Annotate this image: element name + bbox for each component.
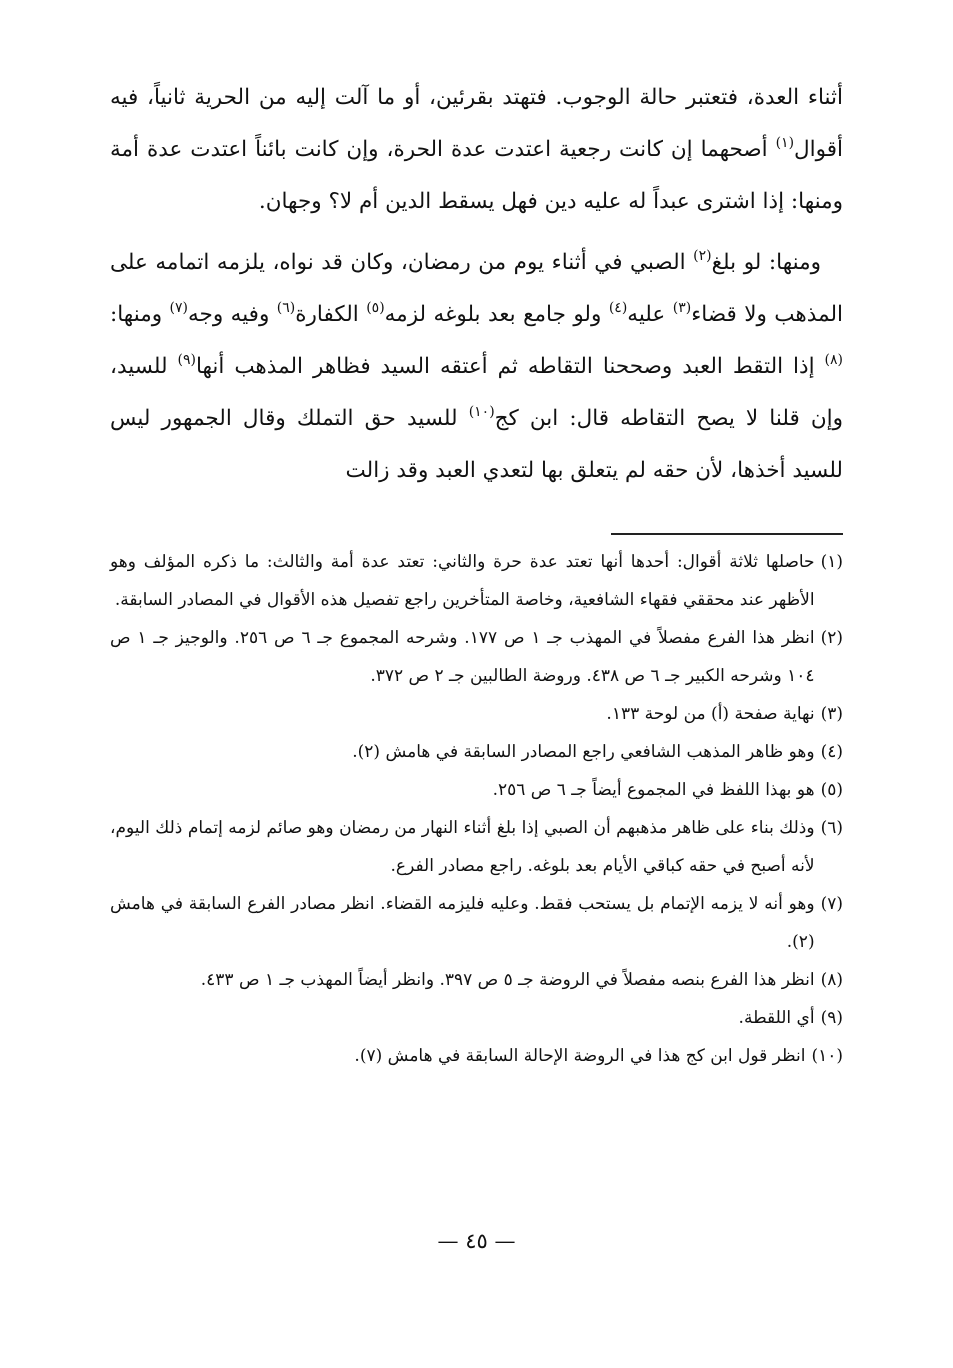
footnote-number: (٢) xyxy=(820,628,843,648)
footnote-text: وذلك بناء على ظاهر مذهبهم أن الصبي إذا بلغ أثناء النهار من رمضان وهو صائم لزمه إتمام ذلك اليوم، لأنه أصبح في حقه كباقي الأيام بعد بلوغه. راجع مصادر الفرع. xyxy=(110,818,815,876)
footnote-number: (٥) xyxy=(820,780,843,800)
footnote-ref: (٧) xyxy=(169,300,189,316)
footnote-ref: (١٠) xyxy=(468,404,495,420)
footnote xyxy=(110,809,843,885)
footnote xyxy=(110,1037,843,1075)
text-run: للسيد حق التملك وقال الجمهور ليس للسيد أخذها، لأن حقه لم يتعلق بها لتعدي العبد وقد زالت xyxy=(110,406,843,483)
footnote-number: (٩) xyxy=(820,1008,843,1028)
footnote xyxy=(110,999,843,1037)
footnote xyxy=(110,733,843,771)
footnote-ref: (٨) xyxy=(824,352,843,368)
footnote-ref: (٣) xyxy=(672,300,692,316)
footnote-number: (٨) xyxy=(820,970,843,990)
footnote-separator xyxy=(611,533,843,535)
footnote xyxy=(110,619,843,695)
paragraph xyxy=(110,72,843,228)
footnote-text: حاصلها ثلاثة أقوال: أحدها أنها تعتد عدة حرة والثاني: تعتد عدة أمة والثالث: ما ذكره المؤلف وهو الأظهر عند محققي فقهاء الشافعية، وخاصة المتأخرين راجع تفصيل هذه الأقوال في المصادر السابقة. xyxy=(110,552,815,610)
main-text xyxy=(110,72,843,497)
footnote-number: (١) xyxy=(820,552,843,572)
footnote-number: (٧) xyxy=(820,894,843,914)
paragraph xyxy=(110,237,843,497)
footnote-text: انظر هذا الفرع بنصه مفصلاً في الروضة جـ ٥ ص ٣٩٧. وانظر أيضاً المهذب جـ ١ ص ٤٣٣. xyxy=(200,970,815,990)
footnote-number: (٣) xyxy=(820,704,843,724)
footnote-text: وهو أنه لا يزمه الإتمام بل يستحب فقط. وعليه فليزمه القضاء. انظر مصادر الفرع السابقة في هامش (٢). xyxy=(110,894,815,952)
footnotes xyxy=(110,543,843,1075)
footnote-text: هو بهذا اللفظ في المجموع أيضاً جـ ٦ ص ٢٥٦. xyxy=(492,780,815,800)
text-run: ومنها: لو بلغ xyxy=(711,250,821,275)
text-run: الكفارة xyxy=(295,302,367,327)
footnote-text: نهاية صفحة (أ) من لوحة ١٣٣. xyxy=(606,704,815,724)
page-content xyxy=(110,72,843,1075)
footnote xyxy=(110,771,843,809)
footnote-text: انظر قول ابن كج هذا في الروضة الإحالة السابقة في هامش (٧). xyxy=(354,1046,806,1066)
footnote-ref: (٤) xyxy=(608,300,628,316)
footnote-text: انظر هذا الفرع مفصلاً في المهذب جـ ١ ص ١٧٧. وشرحه المجموع جـ ٦ ص ٢٥٦. والوجيز جـ ١ ص ١٠٤ وشرحه الكبير جـ ٦ ص ٤٣٨. وروضة الطالبين جـ ٢ ص ٣٧٢. xyxy=(110,628,815,686)
footnote xyxy=(110,961,843,999)
text-run: عليه xyxy=(627,302,673,327)
text-run: وفيه وجه xyxy=(188,302,277,327)
footnote-ref: (٩) xyxy=(177,352,196,368)
footnote xyxy=(110,885,843,961)
text-run: أصحهما إن كانت رجعية اعتدت عدة الحرة، وإن كانت بائناً اعتدت عدة أمة ومنها: إذا اشترى عبداً له عليه دين فهل يسقط الدين أم لا؟ وجهان. xyxy=(110,137,843,214)
text-run: ومنها: xyxy=(110,302,170,327)
footnote-text: وهو ظاهر المذهب الشافعي راجع المصادر السابقة في هامش (٢). xyxy=(352,742,815,762)
footnote-ref: (١) xyxy=(775,135,795,151)
footnote-number: (٦) xyxy=(820,818,843,838)
page-number: — ٤٥ — xyxy=(437,1229,516,1253)
text-run: ولو جامع بعد بلوغه لزمه xyxy=(384,302,609,327)
text-run: للسيد، وإن قلنا لا يصح التقاطه قال: ابن كج xyxy=(110,354,843,431)
footnote-ref: (٥) xyxy=(366,300,385,316)
text-run: الصبي في أثناء يوم من رمضان، وكان قد نواه، يلزمه اتمامه على المذهب ولا قضاء xyxy=(110,250,844,327)
footnote-ref: (٦) xyxy=(276,300,296,316)
footnote-number: (١٠) xyxy=(811,1046,843,1066)
footnote-number: (٤) xyxy=(820,742,843,762)
text-run: إذا التقط العبد وصححنا التقاطه ثم أعتقه السيد فظاهر المذهب أنها xyxy=(195,354,825,379)
text-run: أثناء العدة، فتعتبر حالة الوجوب. فتهتد بقرئين، أو ما آلت إليه من الحرية ثانياً، فيه أقوال xyxy=(110,85,843,162)
footnote-text: أي اللقطة. xyxy=(738,1008,815,1028)
footnote xyxy=(110,695,843,733)
footnote-ref: (٢) xyxy=(693,248,712,264)
footnote xyxy=(110,543,843,619)
